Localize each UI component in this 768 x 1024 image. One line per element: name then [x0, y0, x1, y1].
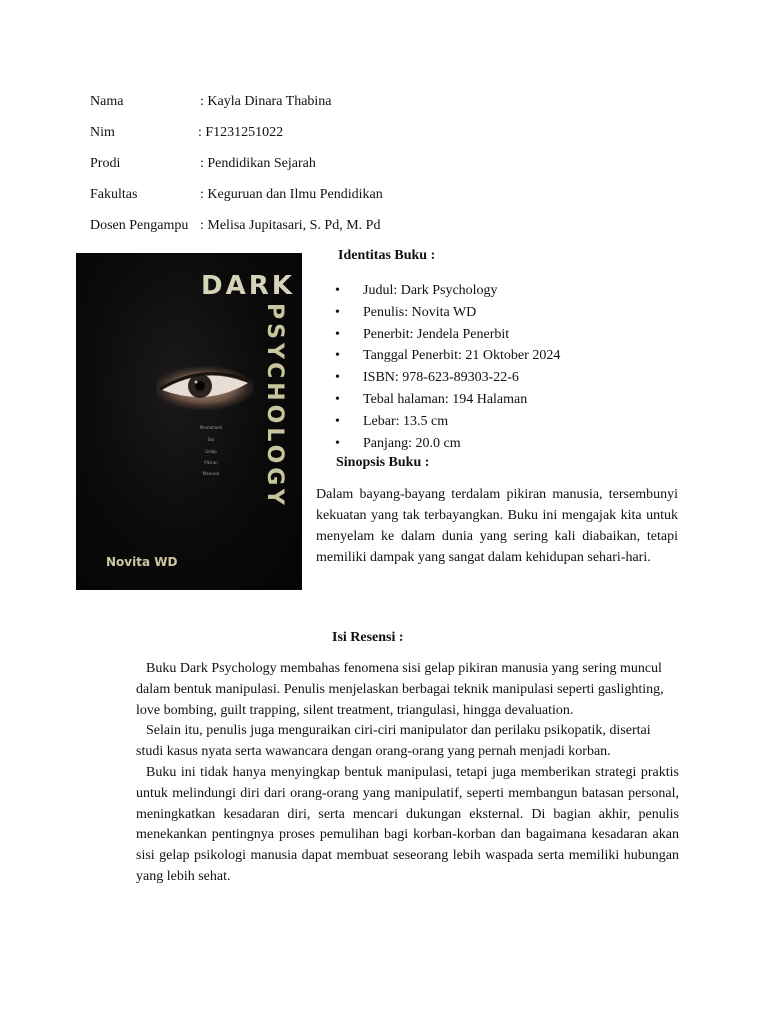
identity-item: • ISBN: 978-623-89303-22-6 [335, 367, 560, 389]
info-label: Dosen Pengampu [90, 218, 189, 233]
review-paragraph: Buku Dark Psychology membahas fenomena sisi gelap pikiran manusia yang sering muncul dalam bentuk manipulasi. Penulis menjelaskan berbagai teknik manipulasi seperti gaslighting, love bombing, guilt trapping, silent treatment, triangulasi, hingga devaluation. [136, 661, 664, 718]
review-paragraph: Buku ini tidak hanya menyingkap bentuk manipulasi, tetapi juga memberikan strategi praktis untuk melindungi diri dari orang-orang yang manipulatif, seperti membangun batasan personal, meningkatkan kesadaran diri, serta mencari dukungan eksternal. Di bagian akhir, penulis menekankan pentingnya proses pemulihan bagi korban-korban dan bagaimana kesadaran akan sisi gelap psikologi manusia dapat membuat seseorang lebih waspada serta memiliki hubungan yang lebih sehat. [136, 764, 679, 884]
cover-tagline: Sisi [207, 437, 215, 442]
info-value: : F1231251022 [198, 125, 284, 140]
identity-heading: Identitas Buku : [338, 248, 436, 263]
info-label: Nim [90, 125, 115, 140]
info-value: : Melisa Jupitasari, S. Pd, M. Pd [200, 218, 381, 233]
identity-item: • Panjang: 20.0 cm [335, 433, 560, 455]
identity-item: • Penerbit: Jendela Penerbit [335, 324, 560, 346]
info-value: : Keguruan dan Ilmu Pendidikan [200, 187, 383, 202]
review-heading: Isi Resensi : [332, 630, 404, 645]
cover-author: Novita WD [106, 555, 178, 569]
cover-title-dark: DARK [201, 271, 295, 301]
info-label: Nama [90, 94, 124, 109]
identity-list [335, 280, 560, 454]
identity-item: • Penulis: Novita WD [335, 302, 560, 324]
cover-tagline: Manusia [202, 471, 220, 476]
cover-tagline: Gelap [205, 449, 217, 454]
info-value: : Kayla Dinara Thabina [200, 94, 332, 109]
identity-item: • Lebar: 13.5 cm [335, 411, 560, 433]
info-label: Prodi [90, 156, 121, 171]
review-paragraph: Selain itu, penulis juga menguraikan ciri-ciri manipulator dan perilaku psikopatik, disertai studi kasus nyata serta wawancara dengan orang-orang yang pernah menjadi korban. [136, 723, 651, 760]
info-value: : Pendidikan Sejarah [200, 156, 316, 171]
review-body [136, 659, 679, 888]
synopsis-heading: Sinopsis Buku : [336, 455, 430, 470]
eye-illustration [156, 363, 256, 413]
cover-title-psychology: PSYCHOLOGY [262, 303, 287, 509]
synopsis-text: Dalam bayang-bayang terdalam pikiran manusia, tersembunyi kekuatan yang tak terbayangkan. Buku ini mengajak kita untuk menyelam ke dalam dunia yang sering kali diabaikan, tetapi memiliki dampak yang sangat dalam kehidupan sehari-hari. [316, 487, 678, 565]
book-cover-image [76, 253, 302, 590]
cover-tagline: Pikiran [204, 460, 218, 465]
info-label: Fakultas [90, 187, 138, 202]
identity-item: • Tanggal Penerbit: 21 Oktober 2024 [335, 345, 560, 367]
identity-item: • Tebal halaman: 194 Halaman [335, 389, 560, 411]
cover-tagline: Memahami [199, 425, 223, 430]
identity-item: • Judul: Dark Psychology [335, 280, 560, 302]
